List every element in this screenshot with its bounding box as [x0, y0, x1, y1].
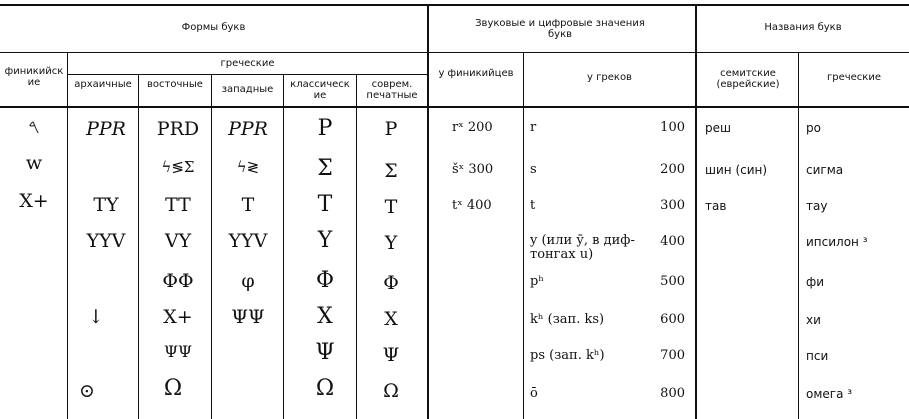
row5-greek-num: 500	[660, 274, 685, 289]
header-greek-values: у греков	[587, 72, 632, 83]
row2-phoen-value: šˣ 300	[452, 162, 494, 177]
row1-greek-name: ро	[806, 121, 821, 135]
row2-semitic: шин (син)	[705, 163, 768, 177]
row2-western: ϟ≷	[236, 158, 260, 176]
row5-classical: Φ	[315, 268, 335, 293]
row2-greek-num: 200	[660, 162, 685, 177]
row7-greek-sound: ps (зап. kʰ)	[530, 348, 605, 363]
header-modern: соврем. печатные	[366, 79, 418, 101]
row6-archaic: ↓	[88, 306, 104, 328]
row4-archaic: YYV	[86, 230, 126, 252]
row1-archaic: ΡΡR	[86, 118, 126, 140]
header-values: Звуковые и цифровые значения букв	[475, 18, 645, 40]
row5-eastern: ΦΦ	[162, 270, 194, 292]
row4-greek-name: ипсилон ³	[806, 235, 868, 249]
row3-phoen: X+	[19, 190, 49, 212]
header-names: Названия букв	[764, 22, 842, 33]
row2-eastern: ϟ≶Σ	[161, 158, 195, 176]
row2-greek-name: сигма	[806, 163, 844, 177]
row8-classical: Ω	[315, 376, 335, 401]
row4-modern: Υ	[384, 232, 398, 254]
row4-eastern: VY	[164, 230, 192, 252]
row3-western: T	[241, 194, 255, 216]
header-phoen-values: у финикийцев	[438, 68, 514, 79]
row5-greek-name: фи	[806, 275, 825, 289]
row4-greek-num: 400	[660, 234, 685, 249]
row4-western: YYV	[228, 230, 268, 252]
header-eastern: восточные	[147, 79, 203, 90]
row2-phoen: w	[25, 152, 43, 174]
row3-semitic: тав	[705, 199, 727, 213]
row8-greek-name: омега ³	[806, 387, 853, 401]
row6-eastern: X+	[163, 306, 193, 328]
row5-modern: Φ	[383, 272, 399, 294]
row8-modern: Ω	[383, 380, 399, 402]
row3-classical: T	[317, 192, 333, 217]
row3-eastern: TT	[165, 194, 191, 216]
row2-modern: Σ	[384, 160, 398, 182]
header-phoenician: финикийские	[4, 66, 64, 88]
row8-phoen: ⊙	[79, 380, 95, 402]
row7-modern: Ψ	[382, 344, 400, 366]
header-forms: Формы букв	[181, 22, 246, 33]
row7-eastern: ΨΨ	[163, 342, 193, 361]
row6-classical: X	[317, 304, 333, 329]
header-semitic-names: семитские (еврейские)	[716, 68, 780, 90]
row8-greek-sound: ō	[530, 386, 538, 401]
row2-classical: Σ	[317, 156, 333, 181]
row7-greek-num: 700	[660, 348, 685, 363]
row5-greek-sound: pʰ	[530, 274, 544, 289]
row6-greek-name: хи	[806, 313, 821, 327]
row4-greek-sound: y (или ӯ, в диф- тонгах u)	[530, 233, 635, 262]
row1-phoen-value: rˣ 200	[452, 120, 493, 135]
row1-semitic: реш	[705, 121, 731, 135]
row2-greek-sound: s	[530, 162, 537, 177]
row6-greek-sound: kʰ (зап. ks)	[530, 312, 605, 327]
header-western: западные	[221, 84, 274, 95]
row8-greek-num: 800	[660, 386, 685, 401]
row4-classical: Y	[317, 228, 333, 253]
row6-greek-num: 600	[660, 312, 685, 327]
row1-classical: Ρ	[317, 116, 333, 141]
row7-greek-name: пси	[806, 349, 829, 363]
header-archaic: архаичные	[74, 79, 132, 90]
row6-western: ΨΨ	[231, 306, 265, 328]
header-greek-names: греческие	[826, 72, 881, 83]
row3-phoen-value: tˣ 400	[452, 198, 492, 213]
row6-modern: X	[384, 308, 398, 330]
row1-greek-num: 100	[660, 120, 685, 135]
row1-modern: Ρ	[384, 118, 398, 140]
row8-eastern: Ω	[163, 376, 183, 401]
row1-greek-sound: r	[530, 120, 537, 135]
row3-archaic: TY	[93, 194, 119, 216]
header-classical: классические	[290, 79, 350, 101]
row3-greek-name: тау	[806, 199, 828, 213]
row1-eastern: ΡRD	[156, 118, 200, 140]
row7-classical: Ψ	[315, 340, 335, 365]
row5-western: φ	[241, 270, 255, 292]
row3-greek-num: 300	[660, 198, 685, 213]
row3-greek-sound: t	[530, 198, 536, 213]
header-greek-group: греческие	[220, 58, 275, 69]
row3-modern: T	[384, 196, 398, 218]
row1-phoen: 𐤓	[28, 116, 40, 138]
row1-western: ΡΡR	[228, 118, 268, 140]
